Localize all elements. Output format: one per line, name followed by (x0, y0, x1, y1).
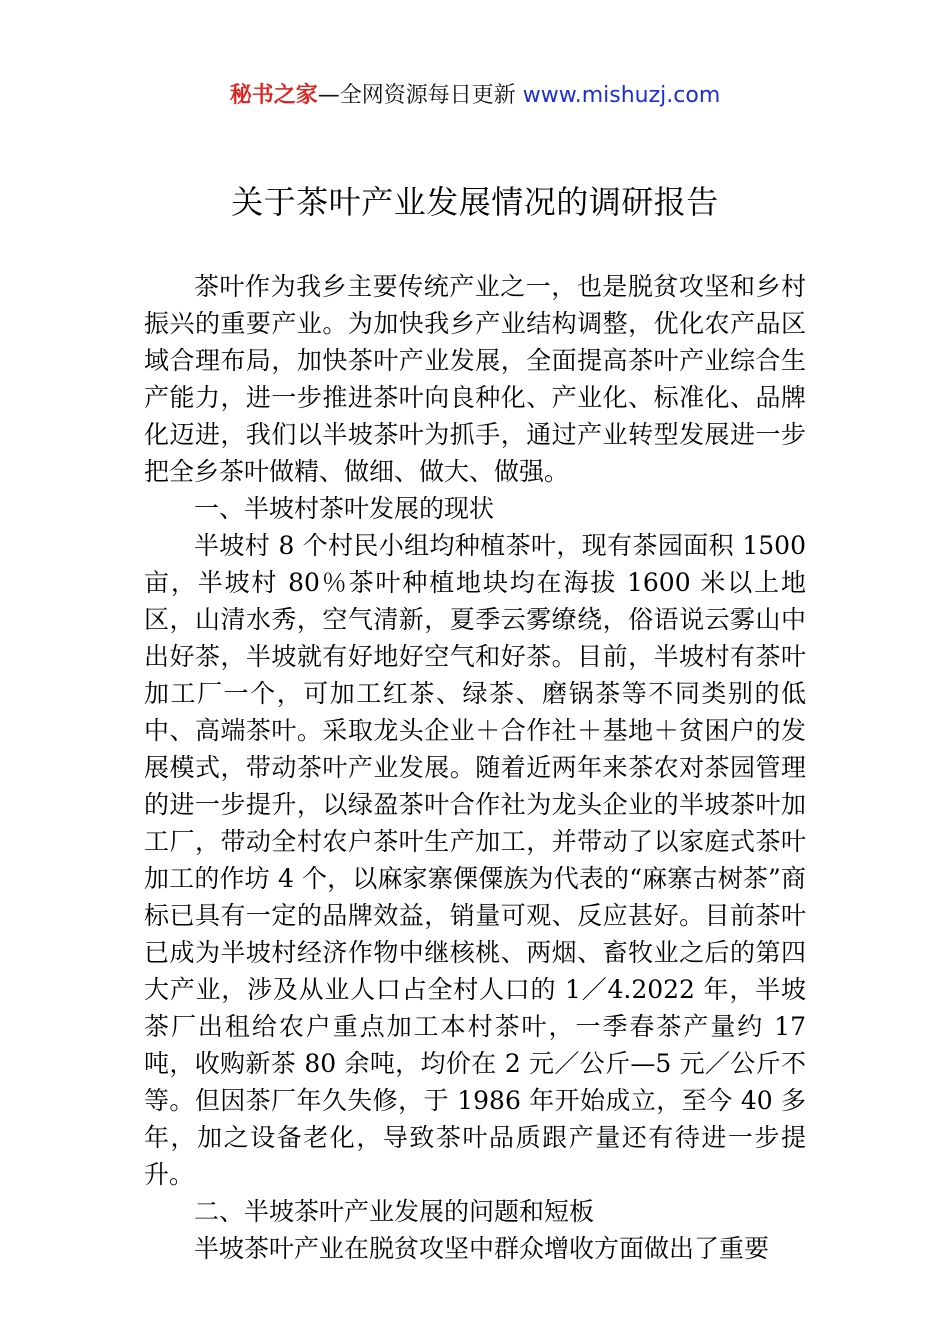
site-brand: 秘书之家 (229, 83, 318, 108)
site-header (0, 80, 950, 112)
intro-paragraph: 茶叶作为我乡主要传统产业之一，也是脱贫攻坚和乡村振兴的重要产业。为加快我乡产业结构调整，优化农产品区域合理布局，加快茶叶产业发展，全面提高茶叶产业综合生产能力，进一步推进茶叶向良种化、产业化、标准化、品牌化迈进，我们以半坡茶叶为抓手，通过产业转型发展进一步把全乡茶叶做精、做细、做大、做强。 (144, 272, 806, 486)
section-heading-2: 二、半坡茶叶产业发展的问题和短板 (194, 1197, 595, 1226)
site-url-link[interactable]: www.mishuzj.com (522, 83, 721, 108)
section-heading-1: 一、半坡村茶叶发展的现状 (194, 494, 495, 523)
document-title: 关于茶叶产业发展情况的调研报告 (231, 183, 719, 221)
site-tagline: —全网资源每日更新 (317, 83, 523, 108)
section-2-paragraph: 半坡茶叶产业在脱贫攻坚中群众增收方面做出了重要 (194, 1234, 770, 1263)
section-1-paragraph: 半坡村 8 个村民小组均种植茶叶，现有茶园面积 1500 亩，半坡村 80％茶叶种植地块均在海拔 1600 米以上地区，山清水秀，空气清新，夏季云雾缭绕，俗语说云雾山中出好茶，半坡就有好地好空气和好茶。目前，半坡村有茶叶加工厂一个，可加工红茶、绿茶、磨锅茶等不同类别的低中、高端茶叶。采取龙头企业＋合作社＋基地＋贫困户的发展模式，带动茶叶产业发展。随着近两年来茶农对茶园管理的进一步提升，以绿盈茶叶合作社为龙头企业的半坡茶叶加工厂，带动全村农户茶叶生产加工，并带动了以家庭式茶叶加工的作坊 4 个，以麻家寨傈僳族为代表的“麻寨古树茶”商标已具有一定的品牌效益，销量可观、反应甚好。目前茶叶已成为半坡村经济作物中继核桃、两烟、畜牧业之后的第四大产业，涉及从业人口占全村人口的 1／4.2022 年，半坡茶厂出租给农户重点加工本村茶叶，一季春茶产量约 17 吨，收购新茶 80 余吨，均价在 2 元／公斤—5 元／公斤不等。但因茶厂年久失修，于 1986 年开始成立，至今 40 多年，加之设备老化，导致茶叶品质跟产量还有待进一步提升。 (144, 531, 806, 1189)
document-body (144, 268, 806, 1267)
